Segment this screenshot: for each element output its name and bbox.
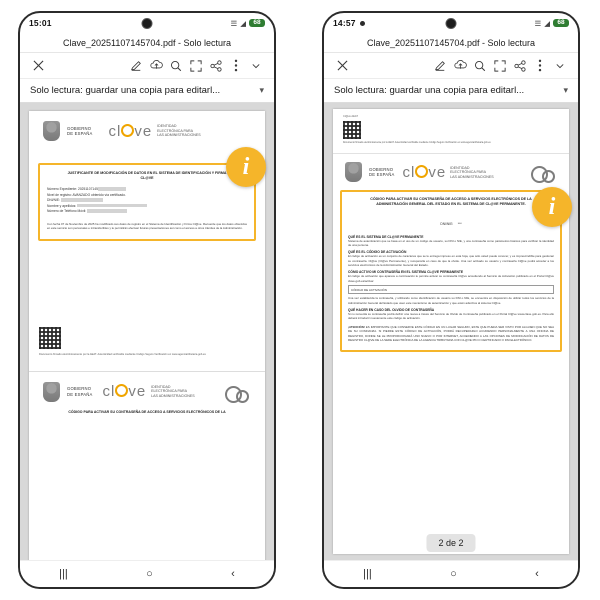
front-camera — [446, 18, 457, 29]
activation-code-box: CÓDIGO DE ACTIVACIÓN — [348, 285, 554, 294]
dni-value: *** — [457, 221, 462, 226]
page2-section-title: CÓDIGO PARA ACTIVAR SU CONTRASEÑA DE ACCESO A SERVICIOS ELECTRÓNICOS DE LA — [68, 409, 226, 414]
info-badge[interactable]: i — [226, 147, 266, 187]
upload-cloud-icon[interactable] — [146, 56, 166, 76]
eadmin-line-2: ELECTRÓNICA PARA — [450, 170, 487, 175]
eadmin-line-1: IDENTIDAD — [157, 124, 177, 129]
search-icon[interactable] — [166, 56, 186, 76]
more-icon[interactable] — [530, 56, 550, 76]
eadmin-line-3: LAS ADMINISTRACIONES — [450, 174, 494, 179]
field-label: Número Expediente: — [47, 187, 78, 192]
recents-button[interactable]: ||| — [59, 568, 68, 580]
gov-line-2: DE ESPAÑA — [67, 131, 93, 136]
phone-right — [322, 11, 580, 589]
section-extra: Una vez establecida la contraseña, y utilizando como identificación de usuario su DNI o NIE, se encuentra en disposición de utilizar todos los servicios de la Administración General del Estado que usen este mecanismo de autenticación y que estén adscritos al sistema Cl@ve. — [348, 296, 554, 305]
coat-of-arms-icon — [43, 121, 60, 141]
chevron-down-icon[interactable]: ▾ — [563, 85, 568, 95]
field-row — [47, 209, 247, 215]
document-viewport-right[interactable] — [324, 103, 578, 560]
section-body: El código de activación que aparece a continuación le permite activar su contraseña Cl@ve accediendo al Servicio de Activación publicado en el Portal Cl@ve clave.gob.es/activar — [348, 274, 554, 283]
clave-wordmark: cl ve — [108, 122, 153, 140]
chevron-down-icon[interactable]: ▾ — [259, 85, 264, 95]
eadmin-line-3: LAS ADMINISTRACIONES — [157, 133, 201, 138]
document-footer-note: Documento firmado electrónicamente por la AEAT. Autenticidad verificable mediante Código Seguro Verificación en www.agenciatributaria.gob.es — [39, 352, 206, 356]
field-label: Número de Teléfono Móvil: — [47, 209, 87, 214]
search-icon[interactable] — [470, 56, 490, 76]
eadmin-line-2: ELECTRÓNICA PARA — [151, 389, 188, 394]
gov-line-1: GOBIERNO — [369, 167, 394, 173]
gov-line-1: GOBIERNO — [67, 386, 92, 392]
home-button[interactable]: ○ — [146, 568, 153, 580]
section-heading: QUÉ ES EL SISTEMA DE CL@VE PERMANENTE — [348, 234, 424, 239]
document-top-note: Documento firmado electrónicamente por la AEAT. Autenticidad verificable mediante Código Seguro Verificación en www.agenciatributaria.gob.es — [343, 142, 491, 144]
front-camera — [142, 18, 153, 29]
page1-tail-label: Cl@ve AEAT — [343, 115, 358, 118]
edit-icon[interactable] — [430, 56, 450, 76]
dni-label: DNI/NIE: — [440, 221, 454, 226]
attention-body: ES IMPORTANTE QUE CONSERVE ESTE CÓDIGO EN UN LUGAR SEGURO, ESTE QUE PUEDA SER VISTO POR ALGUIEN QUE NO SEA DE SU CONFIANZA. SI PIERDE ESTE CÓDIGO DE ACTIVACIÓN, PODRÁ RECUPERARLO ACUDIENDO PERSONALMENTE A UNA OFICINA DE REGISTRO, DONDE SE LE PROPORCIONARÁ UNO NUEVO O POR INTERNET, ACCEDIENDO A LAS OPCIONES DE MODIFICACIÓN DE DATOS DE REGISTRO CL@VE DE LA SEDE ELECTRÓNICA DE LA AGENCIA TRIBUTARIA CON CL@VE PIN O CERTIFICADO O DNI ELECTRÓNICO. — [348, 324, 554, 342]
android-navbar-right — [324, 560, 578, 587]
qr-code — [39, 327, 61, 349]
share-icon[interactable] — [206, 56, 226, 76]
gov-line-1: GOBIERNO — [67, 125, 92, 131]
close-icon[interactable] — [332, 56, 352, 76]
highlight-title-line-1: JUSTIFICANTE DE MODIFICACIÓN DE DATOS EN EL SISTEMA DE IDENTIFICACIÓN Y FIRMA — [67, 171, 227, 175]
chevron-down-icon[interactable] — [246, 56, 266, 76]
qr-code — [343, 121, 361, 139]
coat-of-arms-icon — [345, 162, 362, 182]
toolbar-left — [20, 53, 274, 79]
highlight-title-line-2: CL@VE — [140, 176, 154, 181]
share-icon[interactable] — [510, 56, 530, 76]
field-value: 20251107145 — [77, 187, 98, 192]
readonly-banner-text: Solo lectura: guardar una copia para editarl... — [334, 85, 525, 96]
field-label: Nombre y apellidos: — [47, 203, 77, 208]
status-clock: 14:57 — [333, 18, 356, 28]
status-clock: 15:01 — [29, 18, 52, 28]
field-label: Nivel de registro: — [47, 192, 72, 197]
section-body: Sistema de autenticación que se basa en el uso de un código de usuario, su DNI o NIE, y una contraseña como parámetros básicos para verificar la identidad de una persona. — [348, 238, 554, 247]
back-button[interactable]: ‹ — [231, 568, 235, 580]
gears-icon — [531, 163, 557, 181]
edit-icon[interactable] — [126, 56, 146, 76]
status-bar-left — [20, 13, 274, 33]
field-label: DNI/NIE: — [47, 198, 61, 203]
readonly-banner-text: Solo lectura: guardar una copia para editarl... — [30, 85, 221, 96]
gears-icon — [225, 383, 251, 401]
section-body: Si no recuerda su contraseña podrá definir una nueva a través del Servicio de Olvido de Contraseña publicado en el Portal Cl@ve www.clave.gob.es. Para ello deberá introducir nuevamente este código de activación. — [348, 311, 554, 320]
eadmin-line-1: IDENTIDAD — [151, 384, 171, 389]
chevron-down-icon[interactable] — [550, 56, 570, 76]
eadmin-line-3: LAS ADMINISTRACIONES — [151, 393, 195, 398]
section-heading: QUÉ HACER EN CASO DEL OLVIDO DE CONTRASEÑA — [348, 307, 435, 312]
readonly-banner-right[interactable] — [324, 79, 578, 103]
attention-heading: ¡ATENCIÓN! — [348, 324, 365, 329]
gov-line-2: DE ESPAÑA — [369, 172, 395, 178]
field-value: AVANZADO obtenido vía certificado. — [72, 192, 126, 197]
document-viewport-left[interactable] — [20, 103, 274, 560]
signal-icon: ☰ — [534, 18, 542, 28]
recents-button[interactable]: ||| — [363, 568, 372, 580]
pdf-page — [333, 109, 569, 554]
info-badge[interactable]: i — [532, 187, 572, 227]
clave-wordmark: cl ve — [402, 163, 447, 181]
document-title-left: Clave_20251107145704.pdf - Solo lectura — [20, 33, 274, 53]
phone-left — [18, 11, 276, 589]
more-icon[interactable] — [226, 56, 246, 76]
upload-cloud-icon[interactable] — [450, 56, 470, 76]
status-bar-right — [324, 13, 578, 33]
toolbar-right — [324, 53, 578, 79]
clave-wordmark: cl ve — [102, 383, 147, 401]
section-body: El código de activación es un conjunto de caracteres que se le entrega impreso en esta hoja, que sólo usted puede conocer, y es imprescindible para gestionar su contraseña. Cl@ve (Cl@ve Permanente), y recuperarla en caso de que la olvide. Una vez activado su usuario y contraseña Cl@ve podrá acceder a los servicios electrónicos de la Administración General del Estado. — [348, 254, 554, 267]
highlight-paragraph: Con fecha 07 de Noviembre de 2025 ha modificado sus datos de registro en el Sistema de Identificación y Firma Cl@ve. Recuerde que los datos obtenidos en este servicio son personales e intransferibles y le permitirán efectuar futuras presentaciones así como el acceso a otros trámites de la Administración. — [47, 221, 247, 231]
highlight-title-line-1: CÓDIGO PARA ACTIVAR SU CONTRASEÑA DE ACCESO A SERVICIOS ELECTRÓNICOS DE LA — [370, 197, 532, 202]
home-button[interactable]: ○ — [450, 568, 457, 580]
section-heading: CÓMO ACTIVO MI CONTRASEÑA EN EL SISTEMA CL@VE PERMANENTE — [348, 270, 464, 274]
section-heading: QUÉ ES EL CÓDIGO DE ACTIVACIÓN — [348, 250, 407, 254]
coat-of-arms-icon — [43, 382, 60, 402]
wifi-icon: ◢ — [240, 18, 246, 28]
battery-badge: 68 — [553, 19, 569, 28]
gov-line-2: DE ESPAÑA — [67, 391, 93, 397]
eadmin-line-1: IDENTIDAD — [450, 165, 470, 170]
highlighted-section-right — [340, 190, 562, 351]
document-title-right: Clave_20251107145704.pdf - Solo lectura — [324, 33, 578, 53]
eadmin-line-2: ELECTRÓNICA PARA — [157, 128, 194, 133]
android-navbar-left — [20, 560, 274, 587]
wifi-icon: ◢ — [544, 18, 550, 28]
notification-dot-icon — [360, 21, 365, 26]
close-icon[interactable] — [28, 56, 48, 76]
signal-icon: ☰ — [230, 18, 238, 28]
highlight-title-line-2: ADMINISTRACIÓN GENERAL DEL ESTADO EN EL SISTEMA DE CL@VE PERMANENTE. — [376, 202, 526, 207]
fullscreen-icon[interactable] — [490, 56, 510, 76]
back-button[interactable]: ‹ — [535, 568, 539, 580]
page-indicator: 2 de 2 — [426, 534, 475, 552]
fullscreen-icon[interactable] — [186, 56, 206, 76]
highlighted-section-left — [38, 163, 256, 241]
battery-badge: 68 — [249, 19, 265, 28]
readonly-banner-left[interactable] — [20, 79, 274, 103]
